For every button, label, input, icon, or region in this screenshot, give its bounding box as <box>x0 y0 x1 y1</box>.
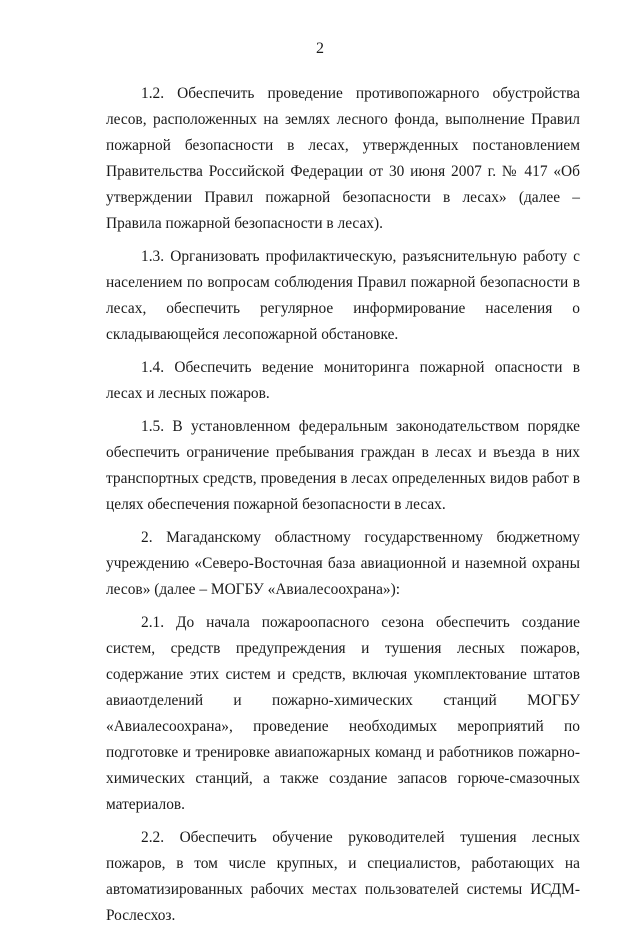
paragraph-2-1: 2.1. До начала пожароопасного сезона обеспечить создание систем, средств предупреждения и тушения лесных пожаров, содержание этих систем и средств, включая укомплектование штатов авиаотделений и пожарно-химических станций МОГБУ «Авиалесоохрана», проведение необходимых мероприятий по подготовке и тренировке авиапожарных команд и работников пожарно-химических станций, а также создание запасов горюче-смазочных материалов. <box>106 614 580 813</box>
paragraph-1-2: 1.2. Обеспечить проведение противопожарного обустройства лесов, расположенных на землях лесного фонда, выполнение Правил пожарной безопасности в лесах, утвержденных постановлением Правительства Российской Федерации от 30 июня 2007 г. № 417 «Об утверждении Правил пожарной безопасности в лесах» (далее – Правила пожарной безопасности в лесах). <box>106 85 580 232</box>
paragraph-2: 2. Магаданскому областному государственному бюджетному учреждению «Северо-Восточная база авиационной и наземной охраны лесов» (далее – МОГБУ «Авиалесоохрана»): <box>106 529 580 598</box>
document-body <box>106 81 580 936</box>
paragraph-1-5: 1.5. В установленном федеральным законодательством порядке обеспечить ограничение пребывания граждан в лесах и въезда в них транспортных средств, проведения в лесах определенных видов работ в целях обеспечения пожарной безопасности в лесах. <box>106 418 580 513</box>
paragraph-1-4: 1.4. Обеспечить ведение мониторинга пожарной опасности в лесах и лесных пожаров. <box>106 359 580 402</box>
page-number: 2 <box>316 40 324 57</box>
paragraph-1-3: 1.3. Организовать профилактическую, разъяснительную работу с населением по вопросам соблюдения Правил пожарной безопасности в лесах, обеспечить регулярное информирование населения о складывающейся лесопожарной обстановке. <box>106 248 580 343</box>
paragraph-2-2: 2.2. Обеспечить обучение руководителей тушения лесных пожаров, в том числе крупных, и специалистов, работающих на автоматизированных рабочих местах пользователей системы ИСДМ-Рослесхоз. <box>106 829 580 924</box>
